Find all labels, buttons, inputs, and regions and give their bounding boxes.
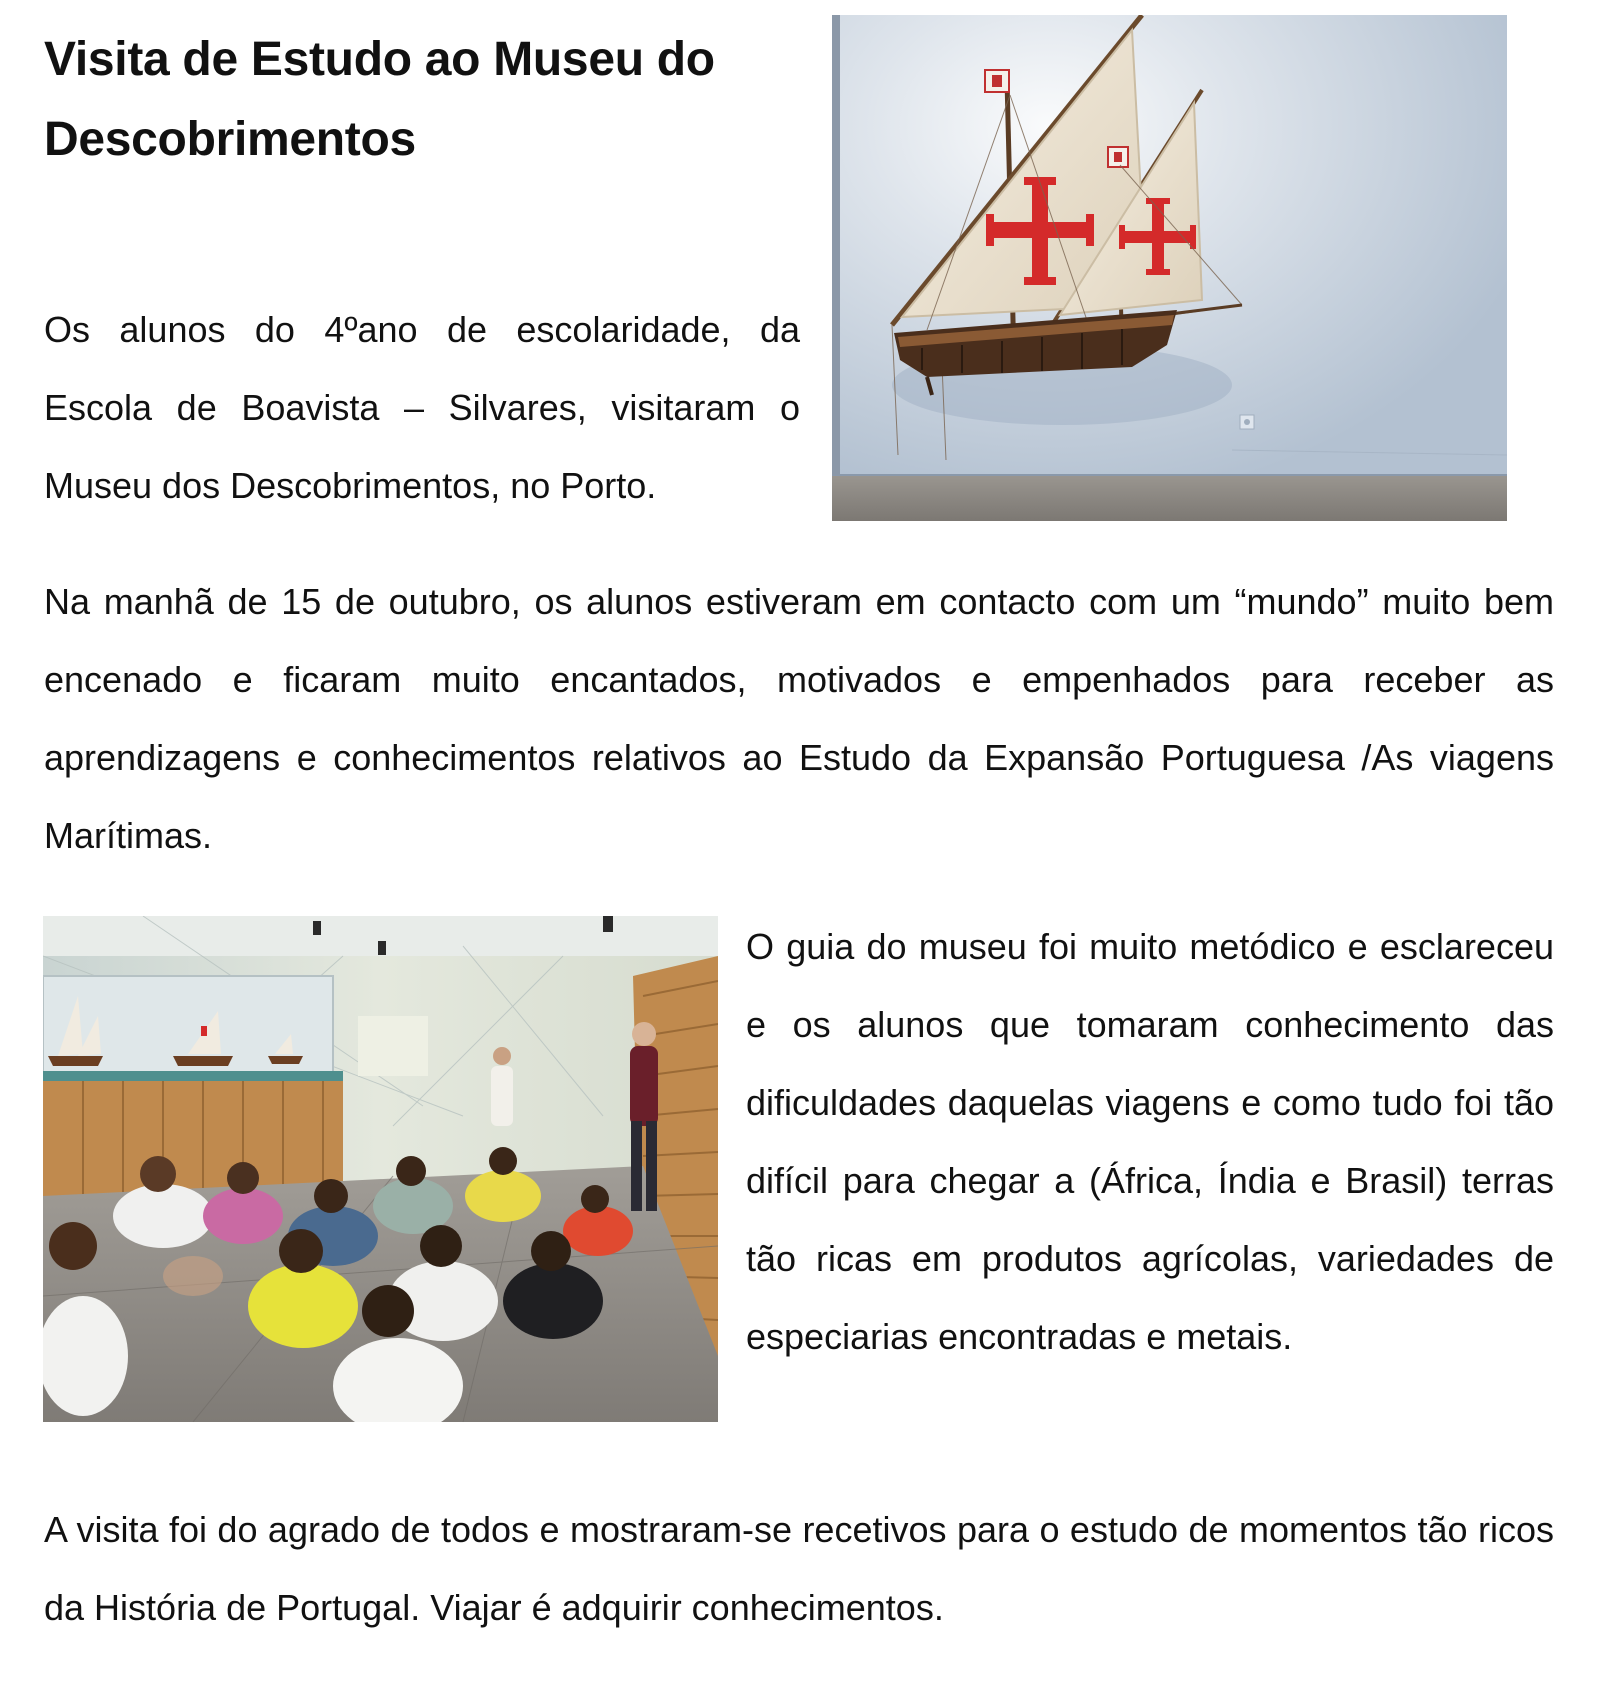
paragraph-intro: Os alunos do 4ºano de escolaridade, da Escola de Boavista – Silvares, visitaram o Museu dos Descobrimentos, no Porto. xyxy=(44,309,800,506)
caravel-model-photo xyxy=(832,15,1507,521)
paragraph-guide: O guia do museu foi muito metódico e esclareceu e os alunos que tomaram conhecimento das dificuldades daquelas viagens e como tudo foi tão difícil para chegar a (África, Índia e Brasil) terras tão ricas em produtos agrícolas, variedades de especiarias encontradas e metais. xyxy=(746,926,1554,1357)
paragraph-morning-visit: Na manhã de 15 de outubro, os alunos estiveram em contacto com um “mundo” muito bem encenado e ficaram muito encantados, motivados e empenhados para receber as aprendizagens e conhecimentos relativos ao Estudo da Expansão Portuguesa /As viagens Marítimas. xyxy=(44,581,1554,856)
paragraph-conclusion: A visita foi do agrado de todos e mostraram-se recetivos para o estudo de momentos tão ricos da História de Portugal. Viajar é adquirir conhecimentos. xyxy=(44,1509,1554,1628)
document-title: Visita de Estudo ao Museu do Descobrimentos xyxy=(44,33,715,166)
students-in-museum-photo xyxy=(43,916,718,1422)
